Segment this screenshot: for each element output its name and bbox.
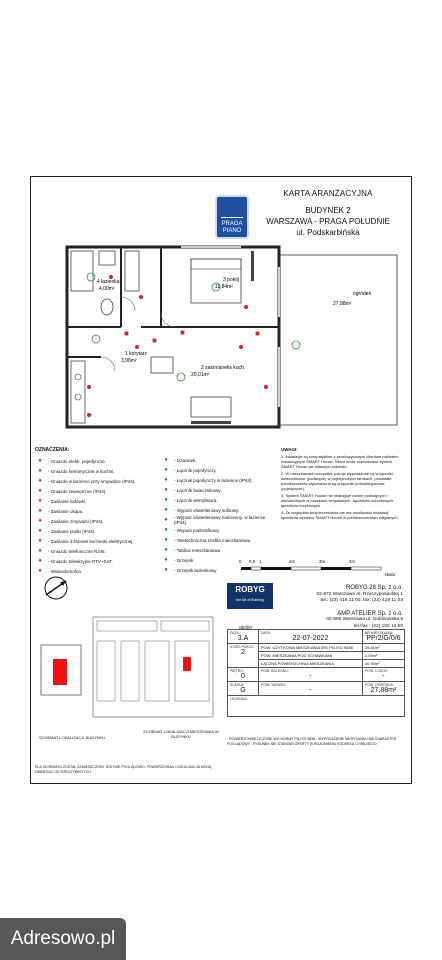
owner-phone: tel.: (22) 419 11 00, fax: (22) 419 11 03	[320, 598, 403, 603]
legend-symbol-icon: ●	[164, 457, 168, 463]
architect-address: 02-956 Warszawa ul. Gubinowska 5	[326, 617, 403, 622]
scale-tick-label: 1	[259, 559, 262, 564]
legend-item	[161, 505, 279, 515]
room-area-corridor: 3,96m²	[121, 358, 137, 364]
room-label-corridor: 1 korytarz	[125, 351, 147, 357]
ilosc-label: ILOŚĆ POKOI:	[230, 645, 254, 649]
pum-value: 39,81m²	[362, 644, 404, 652]
legend-item	[161, 515, 279, 525]
switch-icon	[125, 332, 128, 335]
legend-item	[35, 556, 155, 566]
robyg-logo	[227, 583, 273, 609]
legend-symbol-icon: ●	[38, 458, 42, 464]
legend-text: - Łącznik świecznikowy.	[174, 487, 222, 493]
atelier-mark: atelier	[239, 625, 253, 631]
pietro-value: 0	[241, 673, 245, 680]
legend-text: - Zasilanie pralki (IP44).	[48, 528, 96, 534]
legend-item	[161, 465, 279, 475]
room-area-bathroom: 4,00m²	[99, 286, 115, 292]
lacz-value: 40,90m²	[362, 660, 404, 668]
legend-item	[161, 525, 279, 535]
legend-item	[35, 516, 155, 526]
legend-symbol-icon: ●	[38, 528, 42, 534]
lacz-label: ŁĄCZNA POWIERZCHNIA MIESZKANIA	[259, 660, 363, 668]
faza-value: 3.A	[237, 635, 249, 642]
scale-tick-label: 4m	[349, 559, 356, 564]
legend-item	[35, 476, 155, 486]
legend-symbol-icon: ●	[164, 557, 168, 563]
legend-item	[35, 526, 155, 536]
garden-boundary	[279, 255, 397, 425]
legend-text: - Grzejnik łazienkowy	[174, 567, 217, 573]
legend-item	[161, 535, 279, 545]
garden-label: ogródek	[353, 291, 372, 297]
switch-icon	[153, 339, 156, 342]
garden-area: 27,88m²	[333, 301, 352, 307]
washbasin-icon	[99, 251, 115, 265]
note-item: 4. Ze względów bezpieczeństwa nie ma możliwości instalacji łączników systemu SMART House w pomieszczeniach wilgotnych.	[281, 510, 399, 520]
room-label-bedroom: 3 pokój	[223, 277, 240, 283]
taras-label: POW. TARASU:	[261, 683, 286, 687]
door-swing-icon	[101, 357, 115, 371]
switch-icon	[181, 331, 184, 334]
legend-symbol-icon: ●	[38, 568, 42, 574]
legend-text: - Tablica mieszkaniowa	[174, 547, 221, 553]
legend-symbol-icon: ●	[38, 488, 42, 494]
ilosc-value: 2	[241, 649, 245, 656]
legend-item	[161, 545, 279, 555]
legend-item	[161, 485, 279, 495]
scale-graphic	[231, 557, 401, 579]
room-label-living: 2 salon/aneks kuch.	[201, 365, 246, 371]
schowek-label: POW. MIESZKANIA POD SCHAWKAMI	[259, 652, 363, 660]
legend-item	[35, 456, 155, 466]
legend-text: - Grzejnik	[174, 557, 194, 563]
room-label-bathroom: 4 łazienka	[97, 279, 120, 285]
apartment-info-table	[227, 629, 405, 717]
scale-tick-label: 0	[239, 559, 242, 564]
legend-symbol-icon: ●	[38, 478, 42, 484]
legend-text: - Łącznik pojedynczy w łazience (IP44).	[174, 477, 253, 483]
legend-text: - Wypust podszafkowy.	[174, 527, 220, 533]
legend-symbol-icon: ●	[38, 468, 42, 474]
legend-symbol-icon: ●	[164, 537, 168, 543]
sink-icon	[75, 394, 81, 400]
owner-name: ROBYG 28 Sp. z o.o.	[345, 585, 403, 591]
socket-icon	[239, 345, 242, 348]
faza-label: FAZA:	[230, 631, 240, 635]
legend-symbol-icon: ●	[38, 518, 42, 524]
legend-item	[35, 496, 155, 506]
ceiling-light-icon	[92, 335, 100, 343]
ogrodek-value: 27,88m²	[370, 687, 397, 694]
floor-plan-sheet	[30, 176, 412, 784]
legend-symbol-icon: ●	[164, 477, 168, 483]
nr-value: PP/2/G/0/6	[366, 635, 401, 642]
data-value: 22-07-2022	[292, 635, 329, 642]
balkon-value: -	[309, 673, 312, 680]
owner-address: 02-972 Warszawa Al. Rzeczypospolitej 1	[316, 591, 403, 597]
map-building-highlight	[53, 659, 67, 685]
bed-pillow-icon	[191, 259, 241, 269]
legend-text: - Gniazdo hermetyczne w kuchni.	[48, 468, 115, 474]
taras-value: -	[309, 687, 312, 694]
logo-mark-icon	[221, 201, 243, 218]
adresowo-watermark: Adresowo.pl	[0, 918, 126, 960]
data-label: DATA:	[261, 631, 271, 635]
scale-segment	[351, 567, 381, 570]
map-label-apartment: SCHEMAT LOKALIZACJI MIESZKANIA W BUDYNKU	[143, 729, 219, 739]
legend-text: - Zasilanie zmywarki (IP44).	[48, 518, 104, 524]
balkon-label: POW. BALKONU:	[261, 669, 289, 673]
legend-text: - Teletechniczna szafka mieszkaniowa	[174, 537, 251, 543]
praga-piano-logo	[217, 197, 247, 237]
legend-text: - Gniazdo telefoniczne RJ45.	[48, 548, 106, 554]
scale-tick-label: 0,5	[249, 559, 256, 564]
legend-item	[35, 466, 155, 476]
footer-disclaimer-right: - POWIERZCHNIE LICZONE WG NORMY PN-ISO 9836 - WYPOSAŻENIE NA RYSUNKU MA CHARAKTER POGLĄDOWY - RYSUNEK NIE STANOWI OFERTY W ROZUMIENIU KODEKSU CYWILNEGO	[227, 737, 397, 746]
sheet-title: KARTA ARANŻACYJNA	[283, 189, 373, 198]
legend-symbol-icon: ●	[164, 487, 168, 493]
scale-segment	[321, 567, 351, 570]
architect-phone: tel./fax : (22) 102 12 50	[353, 623, 403, 629]
legend-symbol-icon: ●	[164, 527, 168, 533]
socket-icon	[244, 305, 247, 308]
ceiling-light-icon	[87, 273, 95, 281]
map-label-building: SCHEMAT LOKALIZACJI BUDYNKU	[39, 735, 106, 740]
title-block	[253, 189, 403, 237]
scale-tick-label: 2m	[289, 559, 296, 564]
socket-icon	[135, 345, 138, 348]
socket-icon	[264, 385, 267, 388]
scale-tick-label: 3m	[319, 559, 326, 564]
note-item: 2. W mieszkaniach wszystkie pokoje wyposażone są w łączniki świecznikowe (podwójne) w pojedynczych ramkach, pozostałe pomieszczenia wyposażone są w łączniki jednobiegunowe (pojedyncze).	[281, 471, 393, 491]
toilet-icon	[101, 299, 113, 315]
street-name: ul. Podskarbińska	[296, 228, 360, 237]
map-floor-outline	[93, 617, 213, 717]
north-arrow-icon	[43, 575, 69, 601]
room-area-living: 20,01m²	[191, 372, 210, 378]
socket-icon	[87, 413, 90, 416]
legend-symbol-icon: ●	[164, 547, 168, 553]
bathtub-icon	[71, 251, 93, 291]
logo-line-2: PIANO	[222, 228, 242, 234]
socket-icon	[139, 295, 142, 298]
legend-text: - Łącznik pojedynczy.	[174, 467, 217, 473]
legend-symbol-icon: ●	[164, 497, 168, 503]
architect-name: AMP ATELIER Sp. z o.o.	[337, 610, 403, 617]
logo-line-1: PRAGA	[221, 221, 243, 227]
radiator-icon	[251, 251, 254, 281]
dining-table-icon	[151, 357, 173, 373]
legend-item	[35, 506, 155, 516]
legend-column-left	[35, 447, 155, 576]
legend-symbol-icon: ●	[164, 517, 168, 523]
robyg-wordmark: ROBYG	[235, 585, 265, 594]
legend-text: - Wideodomofon.	[48, 568, 83, 574]
legend-symbol-icon: ●	[164, 507, 168, 513]
legend-item	[35, 486, 155, 496]
legend-heading: OZNACZENIA:	[35, 447, 70, 453]
company-info	[317, 585, 403, 630]
legend-text: - Gniazdo elektr. pojedyncze.	[48, 458, 107, 464]
note-item: 3. System SMART House nie obsługuje ramek podwójnych i wielokrotnych w puszkach zespolonych, łączników schodowych, łączników krzyżowych.	[281, 493, 395, 508]
legend-text: - Zasilanie lodówki.	[48, 498, 87, 504]
legend-text: - Zasilanie 3-fazowe kuchenki elektrycznej.	[48, 538, 134, 544]
legend-item	[161, 495, 279, 505]
room-area-bedroom: 11,84m²	[215, 284, 233, 290]
ogrodek-label: POW. OGRÓDKA:	[364, 683, 394, 687]
legend-item	[161, 455, 279, 465]
legend-symbol-icon: ●	[38, 538, 42, 544]
building-name: BUDYNEK 2	[305, 206, 351, 215]
legend-text: - Gniazdo w łazience przy umywalce (IP44).	[48, 478, 136, 484]
nr-label: NR MIESZKANIA:	[364, 631, 394, 635]
notes	[281, 447, 401, 522]
legenda-label: LEGENDA:	[230, 697, 248, 701]
switch-icon	[256, 332, 259, 335]
legend-item	[35, 536, 155, 546]
schowek-value: 1,09m²	[362, 652, 404, 660]
legend-item	[161, 475, 279, 485]
loggia-value: -	[382, 673, 385, 680]
legend-text: - Gniazdo telewizyjne RTV+SAT.	[48, 558, 113, 564]
notes-heading: UWAGI:	[281, 447, 298, 452]
ceiling-light-icon	[177, 373, 185, 381]
legend-text: - Dzwonek.	[174, 457, 197, 463]
legend-symbol-icon: ●	[164, 467, 168, 473]
sofa-icon	[191, 397, 231, 417]
robyg-tagline: the Art of Building	[236, 598, 264, 602]
hob-icon	[75, 374, 81, 380]
outdoor-light-icon	[292, 341, 300, 349]
legend-text: - Łącznik wentylatora.	[174, 497, 218, 503]
apartment-floor-plan	[41, 237, 401, 437]
legend-symbol-icon: ●	[38, 508, 42, 514]
legend-item	[35, 546, 155, 556]
kitchen-counter-icon	[71, 361, 85, 423]
scale-segment	[241, 567, 251, 570]
legend-symbol-icon: ●	[38, 498, 42, 504]
scale-segment	[261, 567, 291, 570]
klatka-value: G	[240, 687, 246, 694]
legend-text: - Wypust oświetleniowy sufitowy.	[174, 507, 240, 513]
electrical-symbols	[87, 275, 267, 416]
legend-symbol-icon: ●	[38, 548, 42, 554]
socket-icon	[87, 385, 90, 388]
legend-text: - Wypust oświetleniowy naścienny, w łazience (IP44).	[173, 515, 266, 525]
pum-label: POW. UŻYTKOWA MIESZKANIA WG PN-ISO 9836	[259, 644, 363, 652]
outer-wall	[67, 247, 279, 427]
wardrobe-icon	[125, 251, 139, 291]
loggia-label: POW. LOGGII:	[364, 669, 389, 673]
city-district: WARSZAWA - PRAGA POŁUDNIE	[266, 217, 390, 226]
legend-text: - Zasilanie okapu.	[48, 508, 84, 514]
klatka-label: KLATKA:	[230, 683, 245, 687]
scale-segment	[291, 567, 321, 570]
legend-text: - Gniazdo zewnętrzne (IP44).	[48, 488, 107, 494]
footer-disclaimer-left: DLA SCHEMATU ZOSTAŁ ZAMIESZCZONY JEDYNIE POGLĄDOWO. POWIERZCHNIA I LOKALIZACJA MOGĄ ODBIEGAĆ OD RZECZYWISTYCH.	[35, 765, 212, 774]
note-item: 1. Instalacje są kompatybilne z przekazywanym klientom pakietem instalacyjnym SMART House. Klient może rozbudować system SMART House we własnym zakresie.	[281, 454, 399, 469]
scale-segment	[251, 567, 261, 570]
map-units	[97, 621, 209, 701]
scale-label: skala	[384, 572, 395, 577]
legend-symbol-icon: ●	[38, 558, 42, 564]
radiator-icon	[191, 421, 231, 424]
door-swing-icon	[121, 297, 135, 311]
scale-bar	[231, 557, 401, 579]
location-map	[35, 611, 225, 731]
map-apartment-highlight	[183, 657, 191, 671]
legend-symbol-icon: ●	[164, 567, 168, 573]
door-swing-icon	[161, 313, 175, 327]
pietro-label: PIĘTRO:	[230, 669, 245, 673]
